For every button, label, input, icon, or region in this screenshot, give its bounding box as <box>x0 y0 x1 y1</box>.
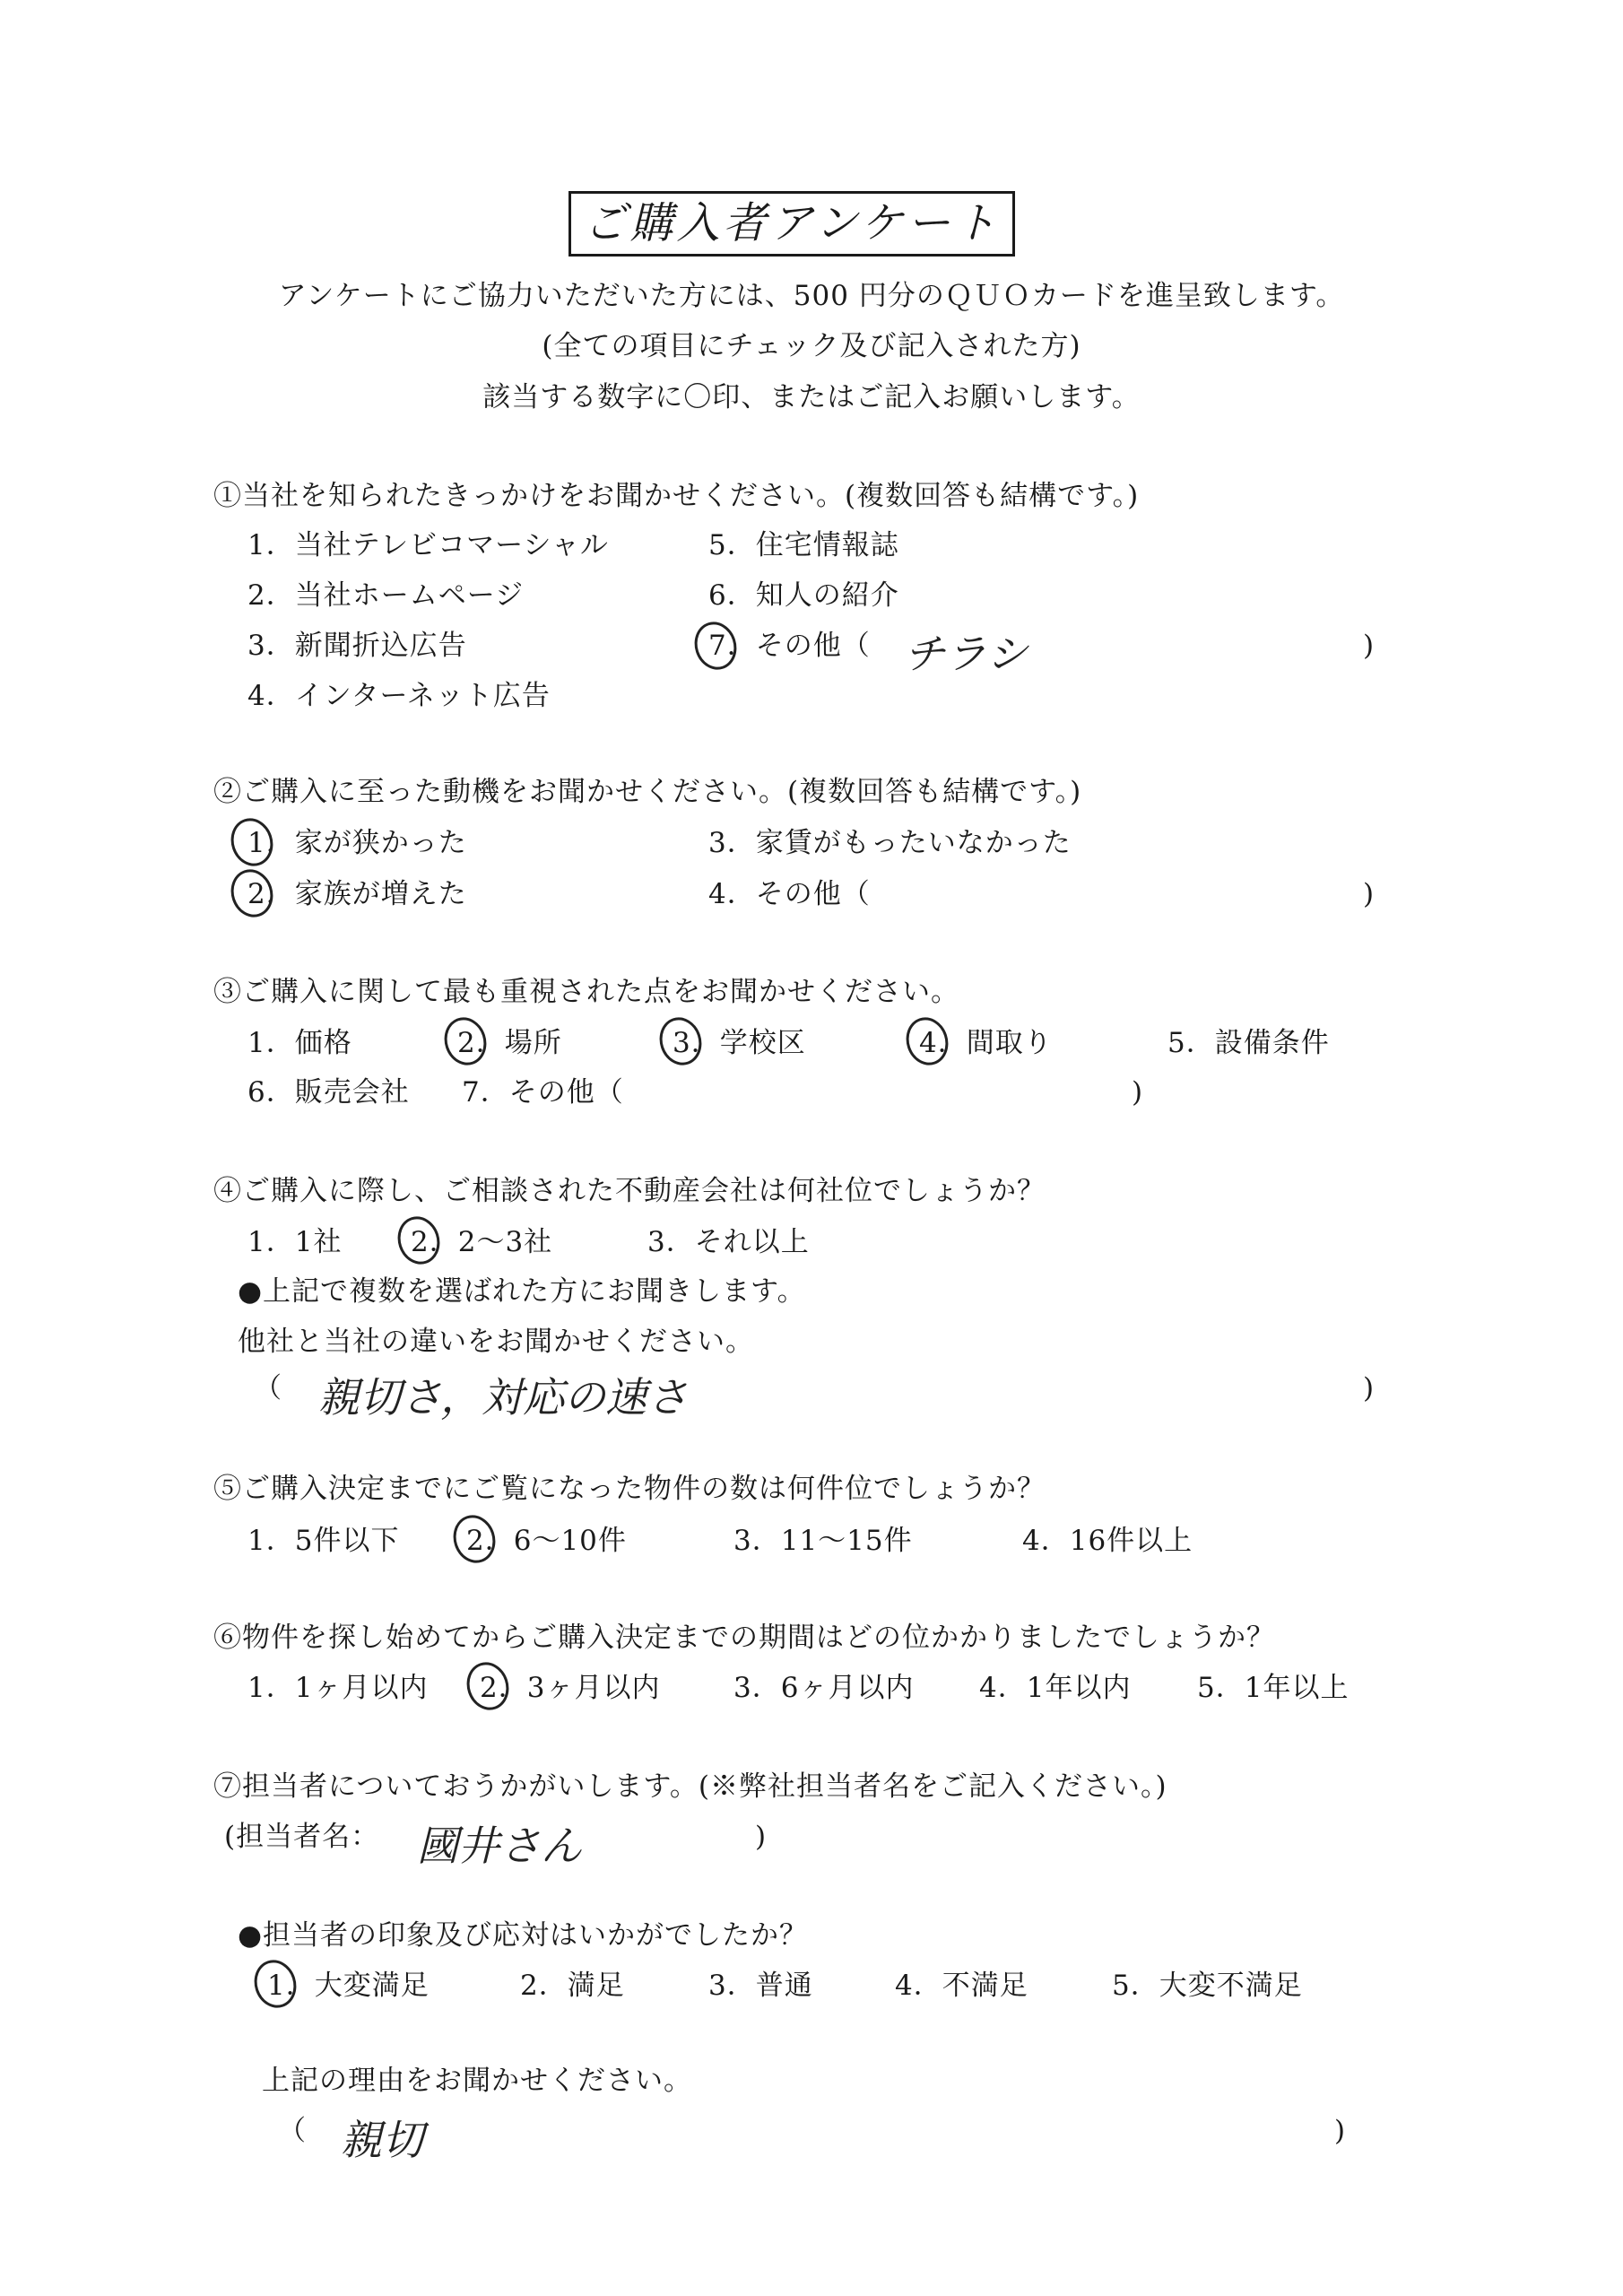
q6-option-2[interactable]: 2．3ヶ月以内 <box>480 1672 661 1704</box>
q2-selected-circle-2 <box>225 864 279 923</box>
q6-option-1[interactable]: 1．1ヶ月以内 <box>247 1672 429 1704</box>
intro-line-3: 該当する数字に〇印、またはご記入お願いします。 <box>482 381 1141 413</box>
q2-option-1[interactable]: 1．家が狭かった <box>247 827 467 859</box>
q7-reason-label: 上記の理由をお聞かせください。 <box>262 2065 692 2097</box>
q1-option-6[interactable]: 6．知人の紹介 <box>708 579 899 612</box>
q5-option-4[interactable]: 4．16件以上 <box>1022 1525 1193 1557</box>
q1-option-3[interactable]: 3．新聞折込広告 <box>247 630 467 662</box>
q7-question: ⑦担当者についておうかがいします。(※弊社担当者名をご記入ください。) <box>213 1770 1167 1803</box>
q7-open-paren: （ <box>278 2115 307 2147</box>
q3-selected-circle-3 <box>654 1012 707 1071</box>
q2-option-4[interactable]: 4．その他（ <box>708 878 871 910</box>
q5-question: ⑤ご購入決定までにご覧になった物件の数は何件位でしょうか？ <box>213 1473 1046 1505</box>
q3-option-7[interactable]: 7．その他（ <box>462 1076 624 1109</box>
q2-question: ②ご購入に至った動機をお聞かせください。(複数回答も結構です。) <box>213 776 1082 808</box>
q3-option-6[interactable]: 6．販売会社 <box>247 1076 410 1109</box>
q6-question: ⑥物件を探し始めてからご購入決定までの期間はどの位かかりましたでしょうか？ <box>213 1622 1275 1654</box>
q4-question: ④ご購入に際し、ご相談された不動産会社は何社位でしょうか？ <box>213 1175 1046 1207</box>
q7-selected-circle <box>248 1954 302 2013</box>
intro-line-2: (全ての項目にチェック及び記入された方) <box>542 330 1081 362</box>
q4-selected-circle <box>392 1211 446 1270</box>
q2-close-paren: ) <box>1363 878 1376 910</box>
q2-selected-circle-1 <box>225 813 279 872</box>
q2-option-3[interactable]: 3．家賃がもったいなかった <box>708 827 1072 859</box>
q5-selected-circle <box>447 1509 501 1569</box>
q1-option-5[interactable]: 5．住宅情報誌 <box>708 529 899 561</box>
q7-name-answer[interactable]: 國井さん <box>417 1822 582 1870</box>
q5-option-1[interactable]: 1．5件以下 <box>247 1525 400 1557</box>
q1-option-4[interactable]: 4．インターネット広告 <box>247 680 551 712</box>
q1-option-7[interactable]: 7．その他（ <box>708 630 871 662</box>
q7-option-3[interactable]: 3．普通 <box>708 1970 813 2002</box>
intro-line-1: アンケートにご協力いただいた方には、500 円分のＱＵＯカードを進呈致します。 <box>278 280 1345 312</box>
q4-close-paren: ) <box>1363 1372 1376 1405</box>
q3-selected-circle-2 <box>438 1012 492 1071</box>
q6-selected-circle <box>461 1657 515 1716</box>
q6-option-4[interactable]: 4．1年以内 <box>979 1672 1132 1704</box>
q4-answer[interactable]: 親切さ，対応の速さ <box>318 1373 689 1422</box>
q7-option-1[interactable]: 1．大変満足 <box>267 1970 430 2002</box>
q3-option-2[interactable]: 2．場所 <box>457 1027 562 1059</box>
q3-option-3[interactable]: 3．学校区 <box>673 1027 806 1059</box>
q3-selected-circle-4 <box>900 1012 954 1071</box>
q1-option-1[interactable]: 1．当社テレビコマーシャル <box>247 529 609 561</box>
survey-title: ご購入者アンケート <box>568 191 1015 257</box>
q1-other-answer[interactable]: チラシ <box>904 630 1028 678</box>
q3-option-5[interactable]: 5．設備条件 <box>1167 1027 1330 1059</box>
q7-option-2[interactable]: 2．満足 <box>520 1970 625 2002</box>
q4-option-3[interactable]: 3．それ以上 <box>647 1226 810 1258</box>
q1-selected-circle <box>689 616 742 675</box>
q7-name-close-paren: ) <box>755 1821 768 1853</box>
q4-sub-note: ●上記で複数を選ばれた方にお聞きします。 <box>238 1275 806 1308</box>
q4-sub-question: 他社と当社の違いをお聞かせください。 <box>238 1326 754 1358</box>
q7-option-4[interactable]: 4．不満足 <box>895 1970 1028 2002</box>
q3-question: ③ご購入に関して最も重視された点をお聞かせください。 <box>213 976 959 1008</box>
q7-reason-answer[interactable]: 親切 <box>341 2116 423 2164</box>
q3-option-1[interactable]: 1．価格 <box>247 1027 352 1059</box>
q1-close-paren: ) <box>1363 630 1376 662</box>
q3-close-paren: ) <box>1132 1076 1144 1109</box>
q7-option-5[interactable]: 5．大変不満足 <box>1112 1970 1303 2002</box>
q7-sub-question: ●担当者の印象及び応対はいかがでしたか？ <box>238 1919 809 1952</box>
q1-option-2[interactable]: 2．当社ホームページ <box>247 579 525 612</box>
q6-option-5[interactable]: 5．1年以上 <box>1197 1672 1350 1704</box>
q4-open-paren: （ <box>254 1372 282 1405</box>
q2-option-2[interactable]: 2．家族が増えた <box>247 878 467 910</box>
q1-question: ①当社を知られたきっかけをお聞かせください。(複数回答も結構です。) <box>213 480 1140 512</box>
q7-close-paren: ) <box>1334 2115 1347 2147</box>
q5-option-2[interactable]: 2．6～10件 <box>466 1525 627 1557</box>
q3-option-4[interactable]: 4．間取り <box>919 1027 1053 1059</box>
q4-option-2[interactable]: 2．2～3社 <box>411 1226 553 1258</box>
q7-name-label: (担当者名： <box>224 1821 380 1853</box>
q5-option-3[interactable]: 3．11～15件 <box>733 1525 913 1557</box>
q4-option-1[interactable]: 1．1社 <box>247 1226 343 1258</box>
q6-option-3[interactable]: 3．6ヶ月以内 <box>733 1672 915 1704</box>
